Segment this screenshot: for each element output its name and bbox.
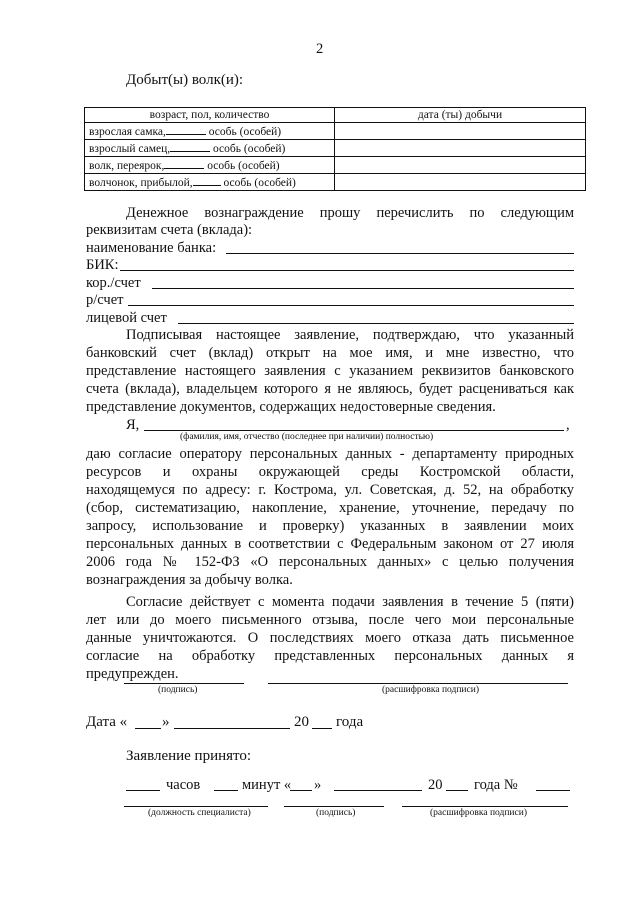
row-label: волк, переярок, xyxy=(89,160,165,172)
settlement-account-label: р/счет xyxy=(86,292,124,308)
table-row xyxy=(85,174,586,191)
date-year-prefix: 20 xyxy=(294,714,309,730)
accepted-year-field[interactable] xyxy=(446,790,468,791)
count-blank[interactable] xyxy=(166,123,206,135)
signature-caption: (подпись) xyxy=(158,685,198,695)
reward-line-1: Денежное вознаграждение прошу перечислить по следующим xyxy=(126,205,574,221)
consent-line: ресурсов и охраны окружающей среды Костромской области, xyxy=(86,464,574,480)
accepted-close-quote: » xyxy=(314,777,322,793)
confirm-line: представление документов, содержащих недостоверные сведения. xyxy=(86,399,496,415)
consent-line: находящемуся по адресу: г. Кострома, ул. Советская, д. 52, на обработку xyxy=(86,482,574,498)
date-month-field[interactable] xyxy=(174,728,290,729)
validity-line: предупрежден. xyxy=(86,666,179,682)
kor-account-field[interactable] xyxy=(152,288,574,289)
accepted-month-field[interactable] xyxy=(334,790,422,791)
header-age-sex-count: возраст, пол, количество xyxy=(85,108,335,123)
registration-number-field[interactable] xyxy=(536,790,570,791)
accepted-number-label: года № xyxy=(474,777,518,793)
date-cell[interactable] xyxy=(335,123,586,140)
validity-line: согласие на обработку представленных персональных данных я xyxy=(86,648,574,664)
consent-line: запросу, использование и проверку) указанных в заявлении моих xyxy=(86,518,574,534)
consent-line: персональных данных в соответствии с Федеральным законом от 27 июля xyxy=(86,536,574,552)
confirm-line: счета (вклада), владельцем которого я не являюсь, будет расцениваться как xyxy=(86,381,574,397)
fio-field[interactable] xyxy=(144,430,564,431)
wolves-heading: Добыт(ы) волк(и): xyxy=(126,72,244,88)
date-label: Дата « xyxy=(86,714,128,730)
validity-line: лет или до моего письменного отзыва, после чего мои персональные xyxy=(86,612,574,628)
specialist-position-field[interactable] xyxy=(124,806,268,807)
specialist-decode-field[interactable] xyxy=(402,806,568,807)
accepted-title: Заявление принято: xyxy=(126,748,252,764)
consent-comma: , xyxy=(566,417,570,433)
date-cell[interactable] xyxy=(335,157,586,174)
confirm-line: представление настоящего заявления с указанием реквизитов банковского xyxy=(86,363,574,379)
fio-caption: (фамилия, имя, отчество (последнее при наличии) полностью) xyxy=(180,432,434,442)
page-number: 2 xyxy=(316,41,324,57)
bank-name-label: наименование банка: xyxy=(86,240,217,256)
minutes-label: минут « xyxy=(242,777,292,793)
date-year-field[interactable] xyxy=(312,728,332,729)
bik-field[interactable] xyxy=(120,270,574,271)
validity-line: данные уничтожаются. О последствиях моего отказа дать письменное xyxy=(86,630,574,646)
row-unit: особь (особей) xyxy=(208,126,282,138)
table-row xyxy=(85,157,586,174)
validity-line: Согласие действует с момента подачи заявления в течение 5 (пяти) xyxy=(126,594,574,610)
consent-ya: Я, xyxy=(126,417,140,433)
row-unit: особь (особей) xyxy=(213,143,286,155)
reward-line-2: реквизитам счета (вклада): xyxy=(86,222,253,238)
signature-decode-field[interactable] xyxy=(268,683,568,684)
consent-line: 2006 года № 152-ФЗ «О персональных данных» с целью получения xyxy=(86,554,574,570)
hours-label: часов xyxy=(166,777,201,793)
row-label: волчонок, прибылой, xyxy=(89,177,193,189)
date-year-suffix: года xyxy=(336,714,364,730)
row-unit: особь (особей) xyxy=(207,160,280,172)
settlement-account-field[interactable] xyxy=(128,305,574,306)
personal-account-field[interactable] xyxy=(178,323,574,324)
table-header-row xyxy=(85,108,586,123)
bik-label: БИК: xyxy=(86,257,119,273)
specialist-signature-field[interactable] xyxy=(284,806,384,807)
consent-line: (сбор, систематизацию, накопление, хранение, уточнение, передачу по xyxy=(86,500,574,516)
consent-line: даю согласие оператору персональных данных - департаменту природных xyxy=(86,446,574,462)
position-caption: (должность специалиста) xyxy=(148,808,251,818)
signature-decode-caption: (расшифровка подписи) xyxy=(382,685,479,695)
date-cell[interactable] xyxy=(335,174,586,191)
table-row xyxy=(85,140,586,157)
bank-name-field[interactable] xyxy=(226,253,574,254)
date-cell[interactable] xyxy=(335,140,586,157)
signature-field[interactable] xyxy=(124,683,244,684)
count-blank[interactable] xyxy=(164,157,204,169)
specialist-signature-caption: (подпись) xyxy=(316,808,356,818)
accepted-day-field[interactable] xyxy=(290,790,312,791)
row-label: взрослый самец, xyxy=(89,143,171,155)
header-date: дата (ты) добычи xyxy=(335,108,586,123)
confirm-line: Подписывая настоящее заявление, подтверждаю, что указанный xyxy=(126,327,574,343)
date-close-quote: » xyxy=(162,714,170,730)
hours-field[interactable] xyxy=(126,790,160,791)
specialist-decode-caption: (расшифровка подписи) xyxy=(430,808,527,818)
minutes-field[interactable] xyxy=(214,790,238,791)
personal-account-label: лицевой счет xyxy=(86,310,167,326)
kor-account-label: кор./счет xyxy=(86,275,141,291)
row-label: взрослая самка, xyxy=(89,126,166,138)
row-unit: особь (особей) xyxy=(223,177,296,189)
accepted-year-prefix: 20 xyxy=(428,777,443,793)
consent-line: вознаграждения за добычу волка. xyxy=(86,572,293,588)
count-blank[interactable] xyxy=(170,140,210,152)
confirm-line: банковский счет (вклад) открыт на мое имя, и мне известно, что xyxy=(86,345,574,361)
table-row xyxy=(85,123,586,140)
count-blank[interactable] xyxy=(193,174,221,186)
wolves-table xyxy=(84,107,586,191)
date-day-field[interactable] xyxy=(135,728,161,729)
